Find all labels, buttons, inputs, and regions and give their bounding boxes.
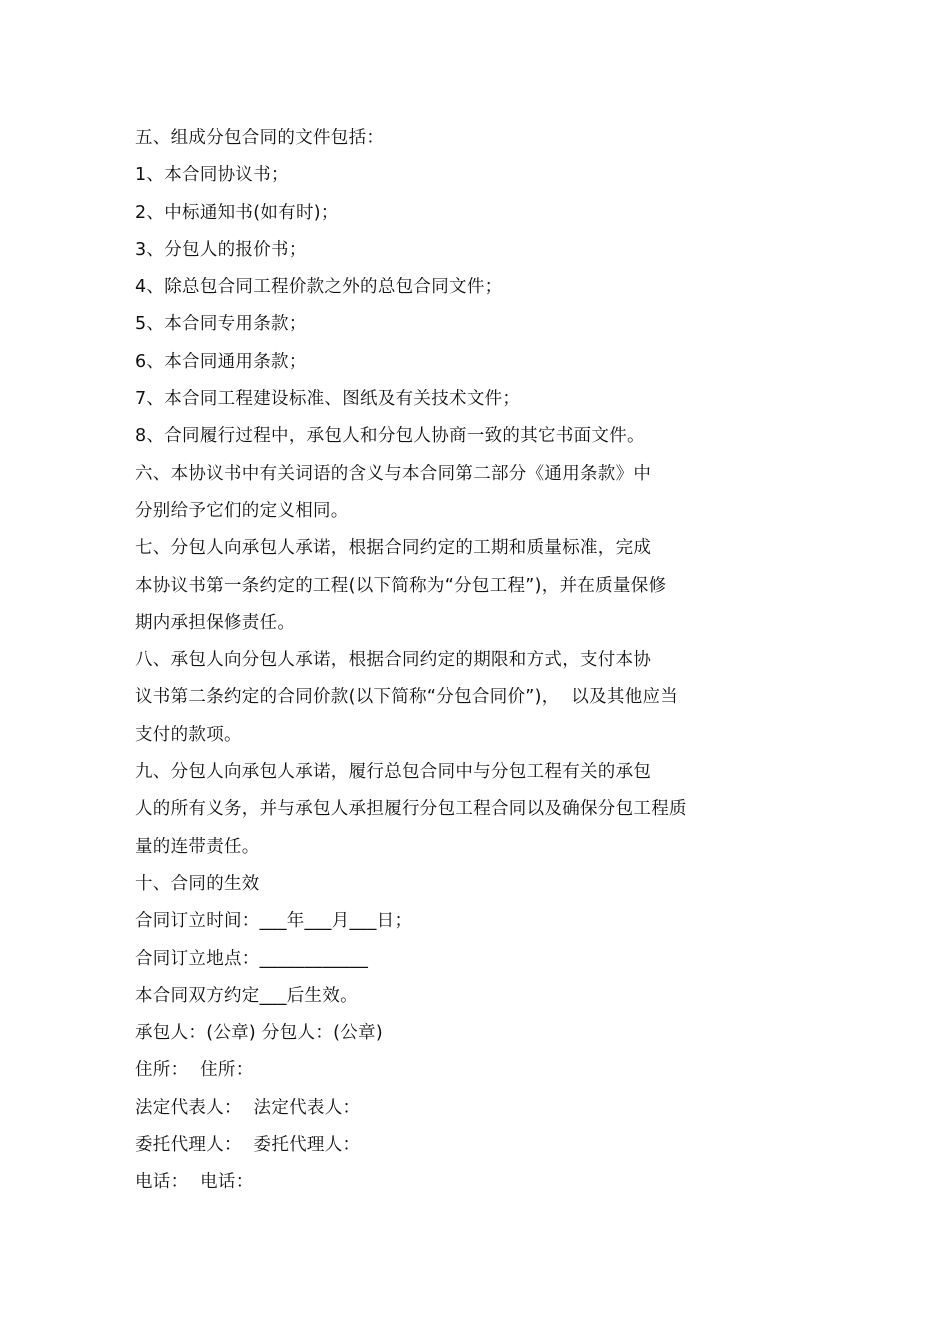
section-7-paragraph: 七、分包人向承包人承诺，根据合同约定的工期和质量标准，完成 — [135, 538, 652, 559]
section-6-paragraph: 分别给予它们的定义相同。 — [135, 500, 349, 521]
legal-representative-line: 法定代表人： 法定代表人： — [135, 1097, 361, 1118]
signing-date-line: 合同订立时间：___年___月___日； — [135, 911, 413, 932]
section-8-paragraph: 支付的款项。 — [135, 724, 242, 745]
list-item: 3、分包人的报价书； — [135, 239, 307, 260]
section-8-paragraph: 八、承包人向分包人承诺，根据合同约定的期限和方式，支付本协 — [135, 650, 652, 671]
agent-line: 委托代理人： 委托代理人： — [135, 1135, 361, 1156]
address-line: 住所： 住所： — [135, 1060, 254, 1081]
list-item: 6、本合同通用条款； — [135, 351, 307, 372]
list-item: 1、本合同协议书； — [135, 165, 289, 186]
section-7-paragraph: 本协议书第一条约定的工程(以下简称为“分包工程”)，并在质量保修 — [135, 575, 667, 596]
section-8-paragraph: 议书第二条约定的合同价款(以下简称“分包合同价”)， 以及其他应当 — [135, 687, 679, 708]
section-10-heading: 十、合同的生效 — [135, 873, 260, 894]
list-item: 5、本合同专用条款； — [135, 314, 307, 335]
list-item: 4、除总包合同工程价款之外的总包合同文件； — [135, 277, 503, 298]
section-9-paragraph: 量的连带责任。 — [135, 836, 260, 857]
section-9-paragraph: 人的所有义务，并与承包人承担履行分包工程合同以及确保分包工程质 — [135, 799, 687, 820]
section-5-heading: 五、组成分包合同的文件包括： — [135, 128, 385, 148]
effective-condition-line: 本合同双方约定___后生效。 — [135, 985, 358, 1006]
party-seal-line: 承包人：(公章) 分包人：(公章) — [135, 1023, 383, 1044]
list-item: 2、中标通知书(如有时)； — [135, 202, 339, 223]
section-6-paragraph: 六、本协议书中有关词语的含义与本合同第二部分《通用条款》中 — [135, 463, 652, 484]
section-9-paragraph: 九、分包人向承包人承诺，履行总包合同中与分包工程有关的承包 — [135, 762, 652, 783]
signing-place-line: 合同订立地点：____________ — [135, 948, 369, 969]
document-body — [135, 120, 745, 1202]
phone-line: 电话： 电话： — [135, 1172, 254, 1193]
section-7-paragraph: 期内承担保修责任。 — [135, 612, 296, 633]
list-item: 8、合同履行过程中，承包人和分包人协商一致的其它书面文件。 — [135, 426, 645, 447]
list-item: 7、本合同工程建设标准、图纸及有关技术文件； — [135, 389, 521, 410]
